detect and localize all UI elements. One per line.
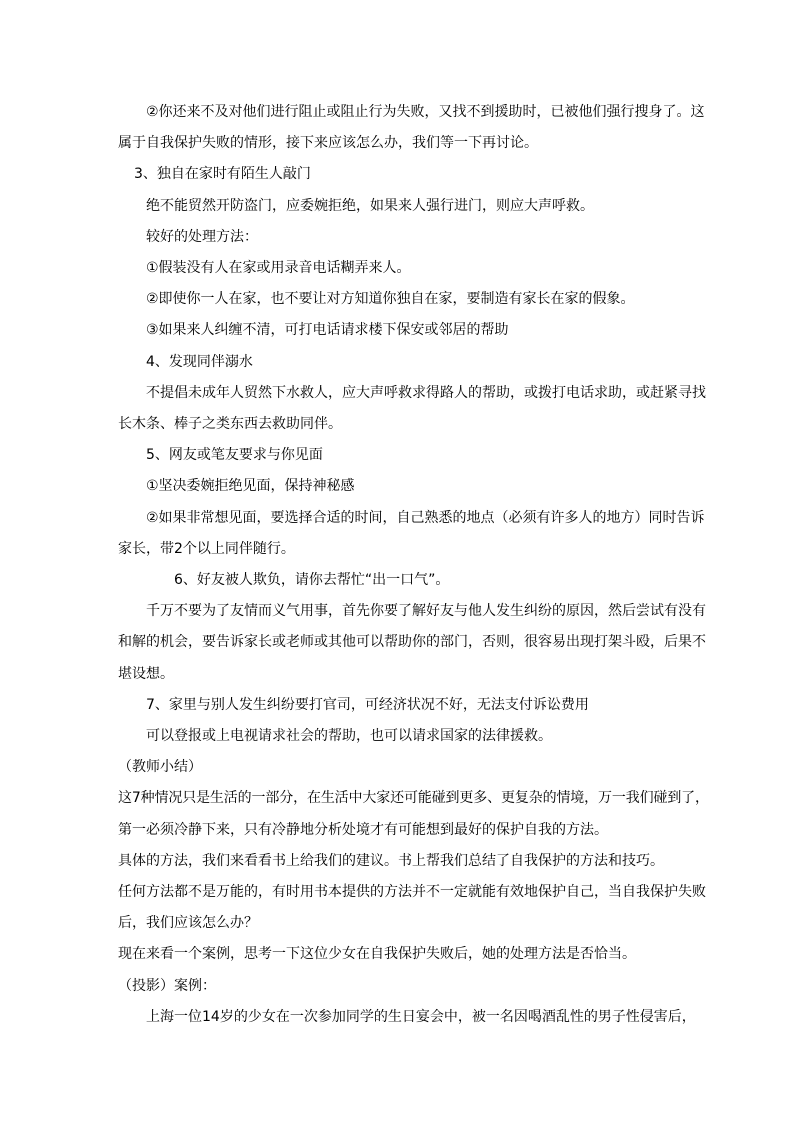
text-line: 家长，带2个以上同伴随行。 [118, 541, 295, 557]
text-line: ①坚决委婉拒绝见面，保持神秘感 [146, 478, 355, 494]
text-line: 长木条、棒子之类东西去救助同伴。 [118, 416, 342, 432]
text-line: ①假装没有人在家或用录音电话糊弄来人。 [146, 260, 411, 276]
section-heading: 6、好友被人欺负，请你去帮忙“出一口气”。 [174, 572, 450, 588]
text-line: 任何方法都不是万能的，有时用书本提供的方法并不一定就能有效地保护自己，当自我保护失败 [118, 884, 706, 900]
text-line: 第一必须冷静下来，只有冷静地分析处境才有可能想到最好的保护自我的方法。 [118, 822, 608, 838]
text-line: 上海一位14岁的少女在一次参加同学的生日宴会中，被一名因喝酒乱性的男子性侵害后， [146, 1009, 696, 1025]
text-line: 现在来看一个案例，思考一下这位少女在自我保护失败后，她的处理方法是否恰当。 [118, 946, 636, 962]
text-line: ③如果来人纠缠不清，可打电话请求楼下保安或邻居的帮助 [146, 322, 509, 338]
text-line: 千万不要为了友情而义气用事，首先你要了解好友与他人发生纠纷的原因，然后尝试有没有 [146, 603, 706, 619]
text-line: 较好的处理方法： [146, 229, 258, 245]
text-line: 不提倡未成年人贸然下水救人，应大声呼救求得路人的帮助，或拨打电话求助，或赶紧寻找 [146, 385, 706, 401]
text-line: 这7种情况只是生活的一部分，在生活中大家还可能碰到更多、更复杂的情境，万一我们碰到了， [118, 790, 709, 806]
text-line: （教师小结） [118, 759, 202, 775]
text-line: 绝不能贸然开防盗门，应委婉拒绝，如果来人强行进门，则应大声呼救。 [146, 198, 594, 214]
text-line: 可以登报或上电视请求社会的帮助，也可以请求国家的法律援救。 [146, 728, 552, 744]
text-line: （投影）案例： [118, 978, 216, 994]
text-line: 和解的机会，要告诉家长或老师或其他可以帮助你的部门，否则，很容易出现打架斗殴，后果不 [118, 634, 706, 650]
text-line: ②你还来不及对他们进行阻止或阻止行为失败，又找不到援助时，已被他们强行搜身了。这 [146, 104, 705, 120]
text-line: 堪设想。 [118, 666, 174, 682]
text-line: 属于自我保护失败的情形，接下来应该怎么办，我们等一下再讨论。 [118, 135, 538, 151]
text-line: ②即使你一人在家，也不要让对方知道你独自在家，要制造有家长在家的假象。 [146, 291, 635, 307]
text-line: 后，我们应该怎么办？ [118, 915, 258, 931]
text-line: 具体的方法，我们来看看书上给我们的建议。书上帮我们总结了自我保护的方法和技巧。 [118, 853, 664, 869]
section-heading: 7、家里与别人发生纠纷要打官司，可经济状况不好，无法支付诉讼费用 [146, 697, 589, 713]
text-line: ②如果非常想见面，要选择合适的时间，自己熟悉的地点（必须有许多人的地方）同时告诉 [146, 510, 705, 526]
section-heading: 3、独自在家时有陌生人敲门 [134, 166, 311, 182]
section-heading: 4、发现同伴溺水 [146, 354, 253, 370]
section-heading: 5、网友或笔友要求与你见面 [146, 447, 323, 463]
